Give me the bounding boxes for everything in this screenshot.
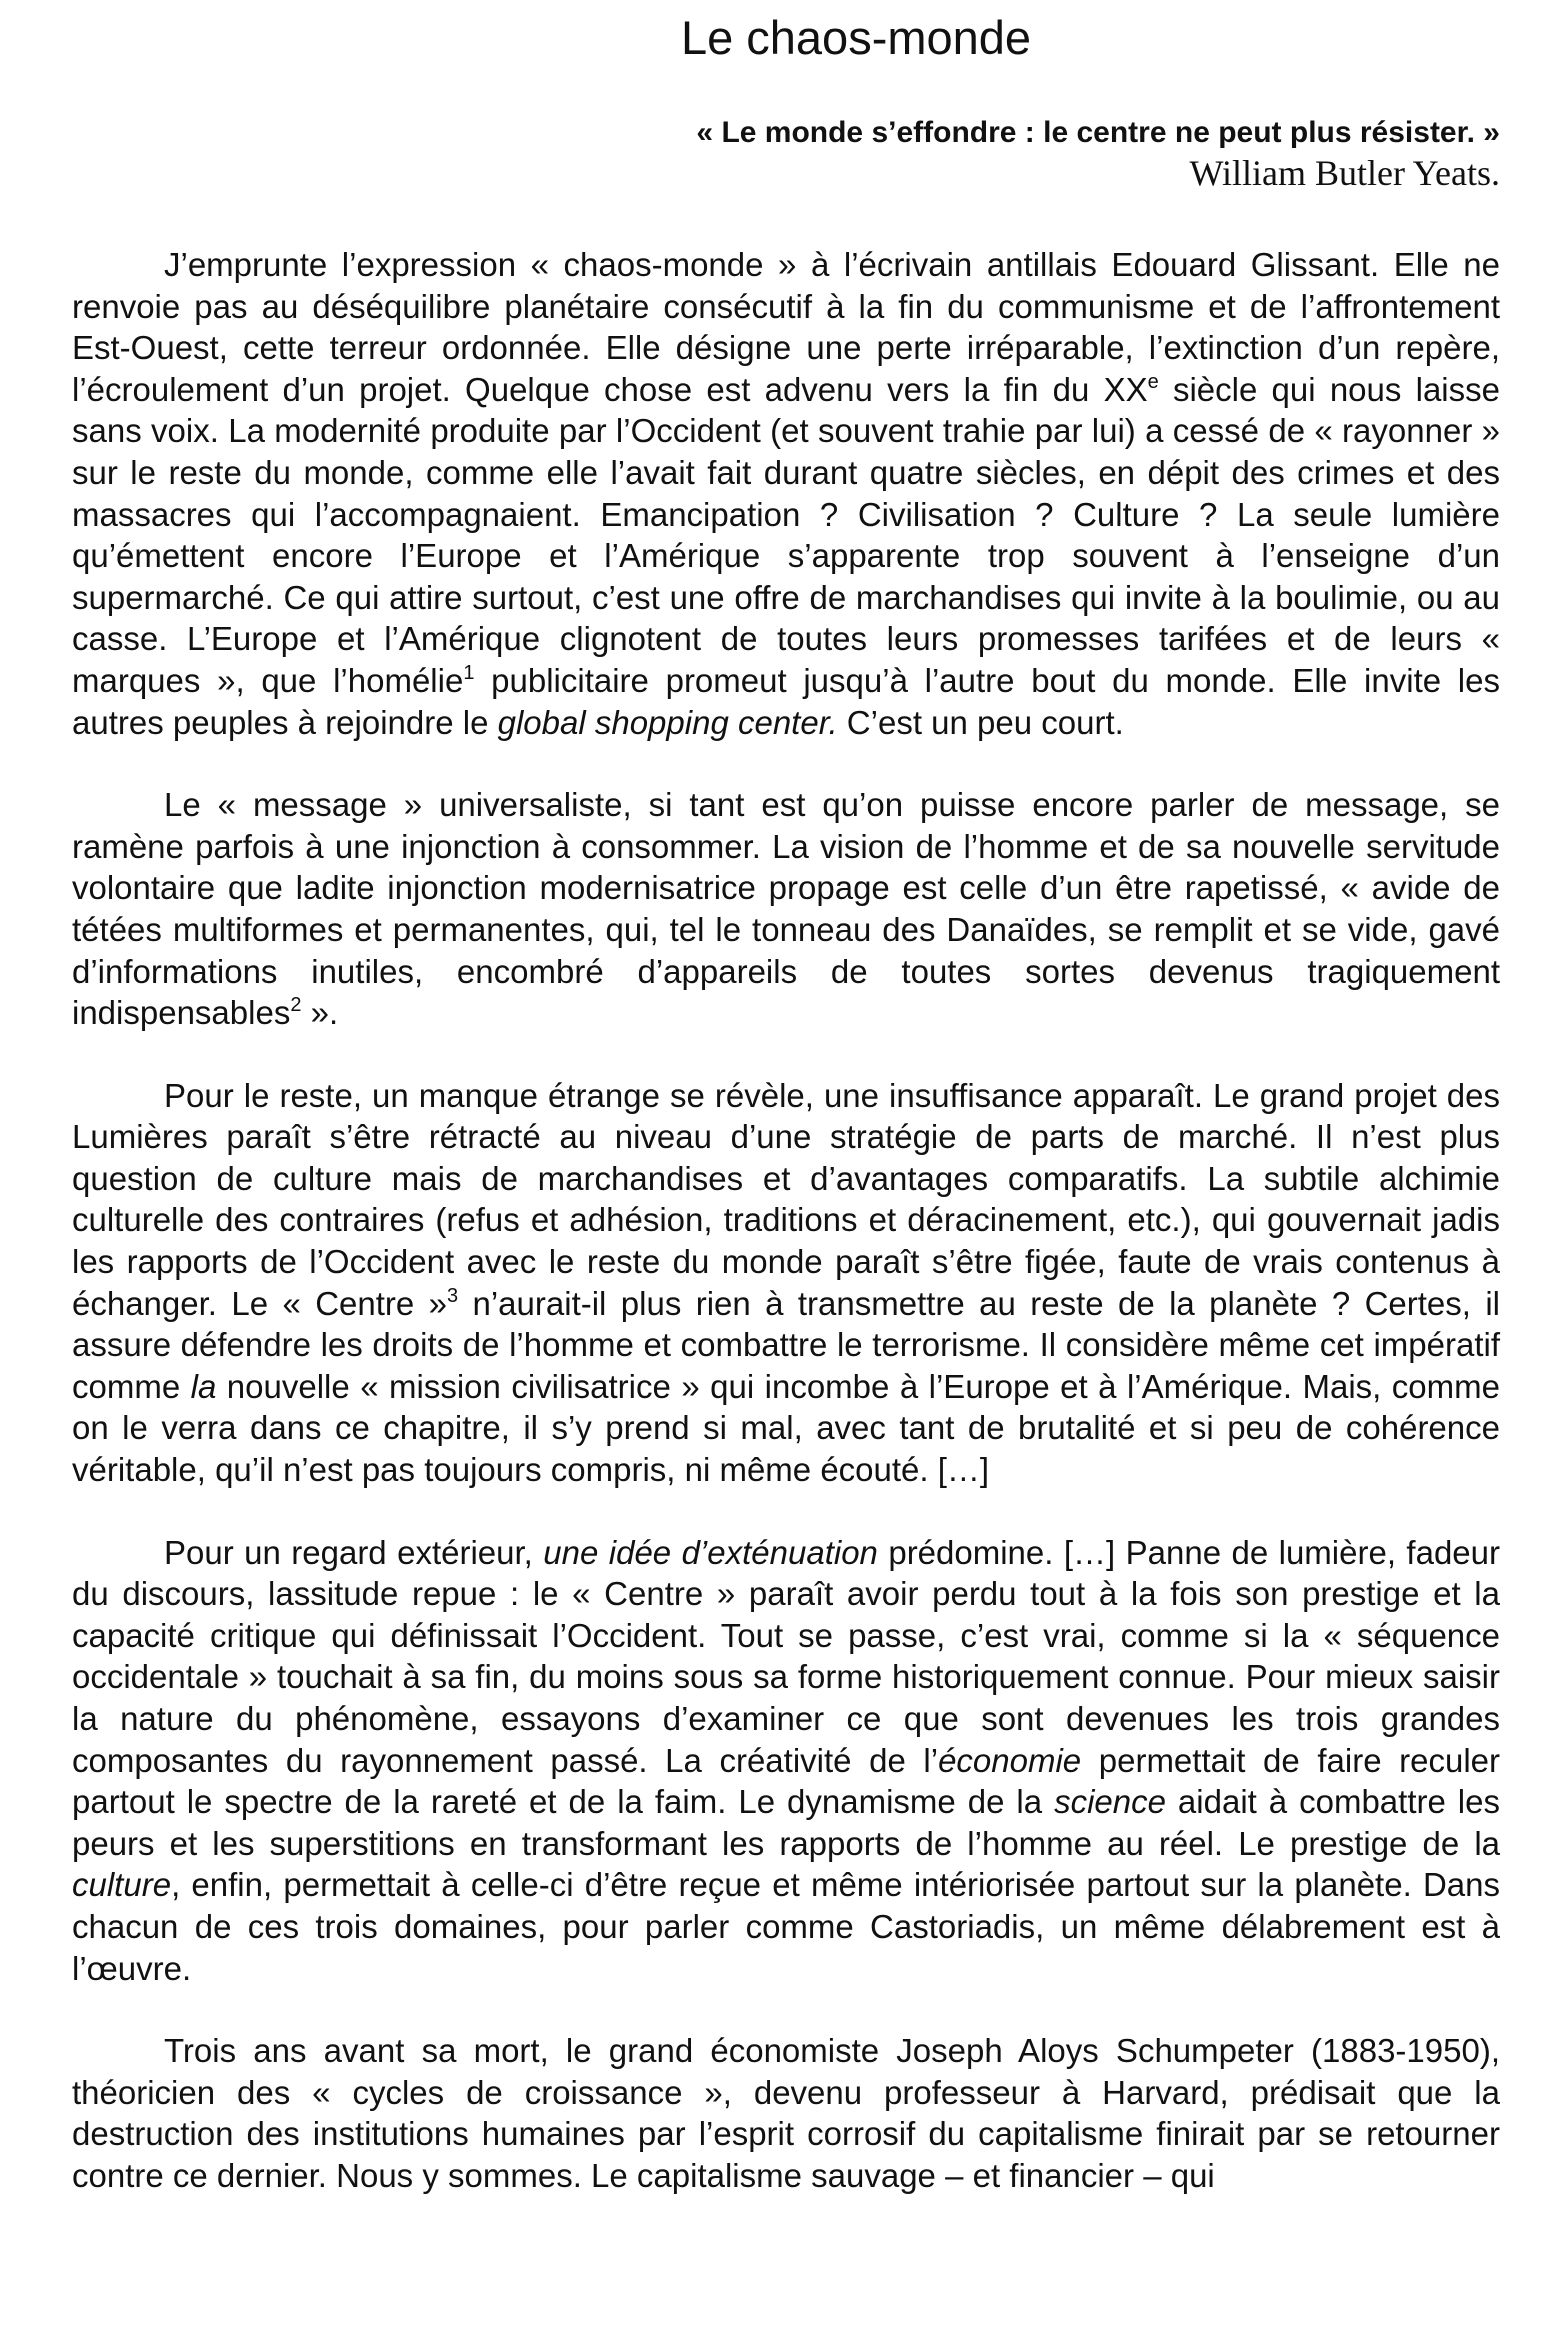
italic-text: la bbox=[190, 1367, 217, 1405]
paragraph-3 bbox=[72, 1075, 1500, 1491]
footnote-ref-2: 2 bbox=[290, 994, 302, 1017]
paragraph-text: n’aurait-il plus rien à transmettre au reste de la planète ? Certes, il assure défendre les droits de l’homme et combattre le terrorisme. Il considère même cet impératif comme bbox=[72, 1284, 1500, 1405]
footnote-ref-3: 3 bbox=[446, 1284, 459, 1307]
paragraph-text: Pour le reste, un manque étrange se révèle, une insuffisance apparaît. Le grand projet des Lumières paraît s’être rétracté au niveau d’une stratégie de parts de marché. Il n’est plus question de culture mais de marchandises et d’avantages comparatifs. La subtile alchimie culturelle des contraires (refus et adhésion, traditions et déracinement, etc.), qui gouvernait jadis les rapports de l’Occident avec le reste du monde paraît s’être figée, faute de vrais contenus à échanger. Le « Centre » bbox=[72, 1076, 1500, 1322]
paragraph-text: C’est un peu court. bbox=[837, 703, 1124, 741]
paragraph-text: , enfin, permettait à celle-ci d’être reçue et même intériorisée partout sur la planète. Dans chacun de ces trois domaines, pour parler comme Castoriadis, un même délabrement est à l’œuvre. bbox=[72, 1866, 1500, 1987]
paragraph-text: Le « message » universaliste, si tant est qu’on puisse encore parler de message, se ramène parfois à une injonction à consommer. La vision de l’homme et de sa nouvelle servitude volontaire que ladite injonction modernisatrice propage est celle d’un être rapetissé, « avide de tétées multiformes et permanentes, qui, tel le tonneau des Danaïdes, se remplit et se vide, gavé d’informations inutiles, encombré d’appareils de toutes sortes devenus tragiquement indispensables bbox=[72, 786, 1500, 1032]
epigraph bbox=[72, 114, 1500, 194]
italic-text: science bbox=[1054, 1783, 1166, 1821]
paragraph-text: permettait de faire reculer partout le spectre de la rareté et de la faim. Le dynamisme de la bbox=[72, 1741, 1500, 1821]
paragraph-text: aidait à combattre les peurs et les superstitions en transformant les rapports de l’homme au réel. Le prestige de la bbox=[72, 1783, 1500, 1862]
footnote-ref-1: 1 bbox=[463, 661, 475, 684]
paragraph-1 bbox=[72, 244, 1500, 743]
paragraph-5 bbox=[72, 2030, 1500, 2196]
paragraph-text: siècle qui nous laisse sans voix. La modernité produite par l’Occident (et souvent trahie par lui) a cessé de « rayonner » sur le reste du monde, comme elle l’avait fait durant quatre siècles, en dépit des crimes et des massacres qui l’accompagnaient. Emancipation ? Civilisation ? Culture ? La seule lumière qu’émettent encore l’Europe et l’Amérique s’apparente trop souvent à l’enseigne d’un supermarché. Ce qui attire surtout, c’est une offre de marchandises qui invite à la boulimie, ou au casse. L’Europe et l’Amérique clignotent de toutes leurs promesses tarifées et de leurs « marques », que l’homélie bbox=[72, 370, 1500, 699]
paragraph-text: J’emprunte l’expression « chaos-monde » à l’écrivain antillais Edouard Glissant. Elle ne renvoie pas au déséquilibre planétaire consécutif à la fin du communisme et de l’affrontement Est-Ouest, cette terreur ordonnée. Elle désigne une perte irréparable, l’extinction d’un repère, l’écroulement d’un projet. Quelque chose est advenu vers la fin du XX bbox=[72, 246, 1500, 408]
italic-text: économie bbox=[938, 1741, 1082, 1779]
epigraph-author: William Butler Yeats. bbox=[1189, 153, 1500, 193]
paragraph-text: prédomine. […] Panne de lumière, fadeur du discours, lassitude repue : le « Centre » paraît avoir perdu tout à la fois son prestige et la capacité critique qui définissait l’Occident. Tout se passe, c’est vrai, comme si la « séquence occidentale » touchait à sa fin, du moins sous sa forme historiquement connue. Pour mieux saisir la nature du phénomène, essayons d’examiner ce que sont devenues les trois grandes composantes du rayonnement passé. La créativité de l’ bbox=[72, 1533, 1500, 1779]
italic-text: global shopping center. bbox=[497, 703, 838, 741]
paragraph-text: Pour un regard extérieur, bbox=[164, 1533, 544, 1571]
italic-text: une idée d’exténuation bbox=[543, 1533, 878, 1571]
paragraph-text: ». bbox=[301, 994, 339, 1032]
paragraph-4 bbox=[72, 1532, 1500, 1990]
paragraph-text: nouvelle « mission civilisatrice » qui incombe à l’Europe et à l’Amérique. Mais, comme on le verra dans ce chapitre, il s’y prend si mal, avec tant de brutalité et si peu de cohérence véritable, qu’il n’est pas toujours compris, ni même écouté. […] bbox=[72, 1367, 1500, 1489]
epigraph-quote: « Le monde s’effondre : le centre ne peut plus résister. » bbox=[696, 116, 1500, 149]
superscript-e: e bbox=[1147, 370, 1159, 393]
paragraph-2 bbox=[72, 784, 1500, 1034]
paragraph-text: publicitaire promeut jusqu’à l’autre bout du monde. Elle invite les autres peuples à rejoindre le bbox=[72, 661, 1500, 741]
page-title: Le chaos-monde bbox=[680, 11, 1032, 64]
italic-text: culture bbox=[72, 1866, 172, 1904]
paragraph-text: Trois ans avant sa mort, le grand économiste Joseph Aloys Schumpeter (1883-1950), théoricien des « cycles de croissance », devenu professeur à Harvard, prédisait que la destruction des institutions humaines par l’esprit corrosif du capitalisme finirait par se retourner contre ce dernier. Nous y sommes. Le capitalisme sauvage – et financier – qui bbox=[72, 2032, 1500, 2194]
